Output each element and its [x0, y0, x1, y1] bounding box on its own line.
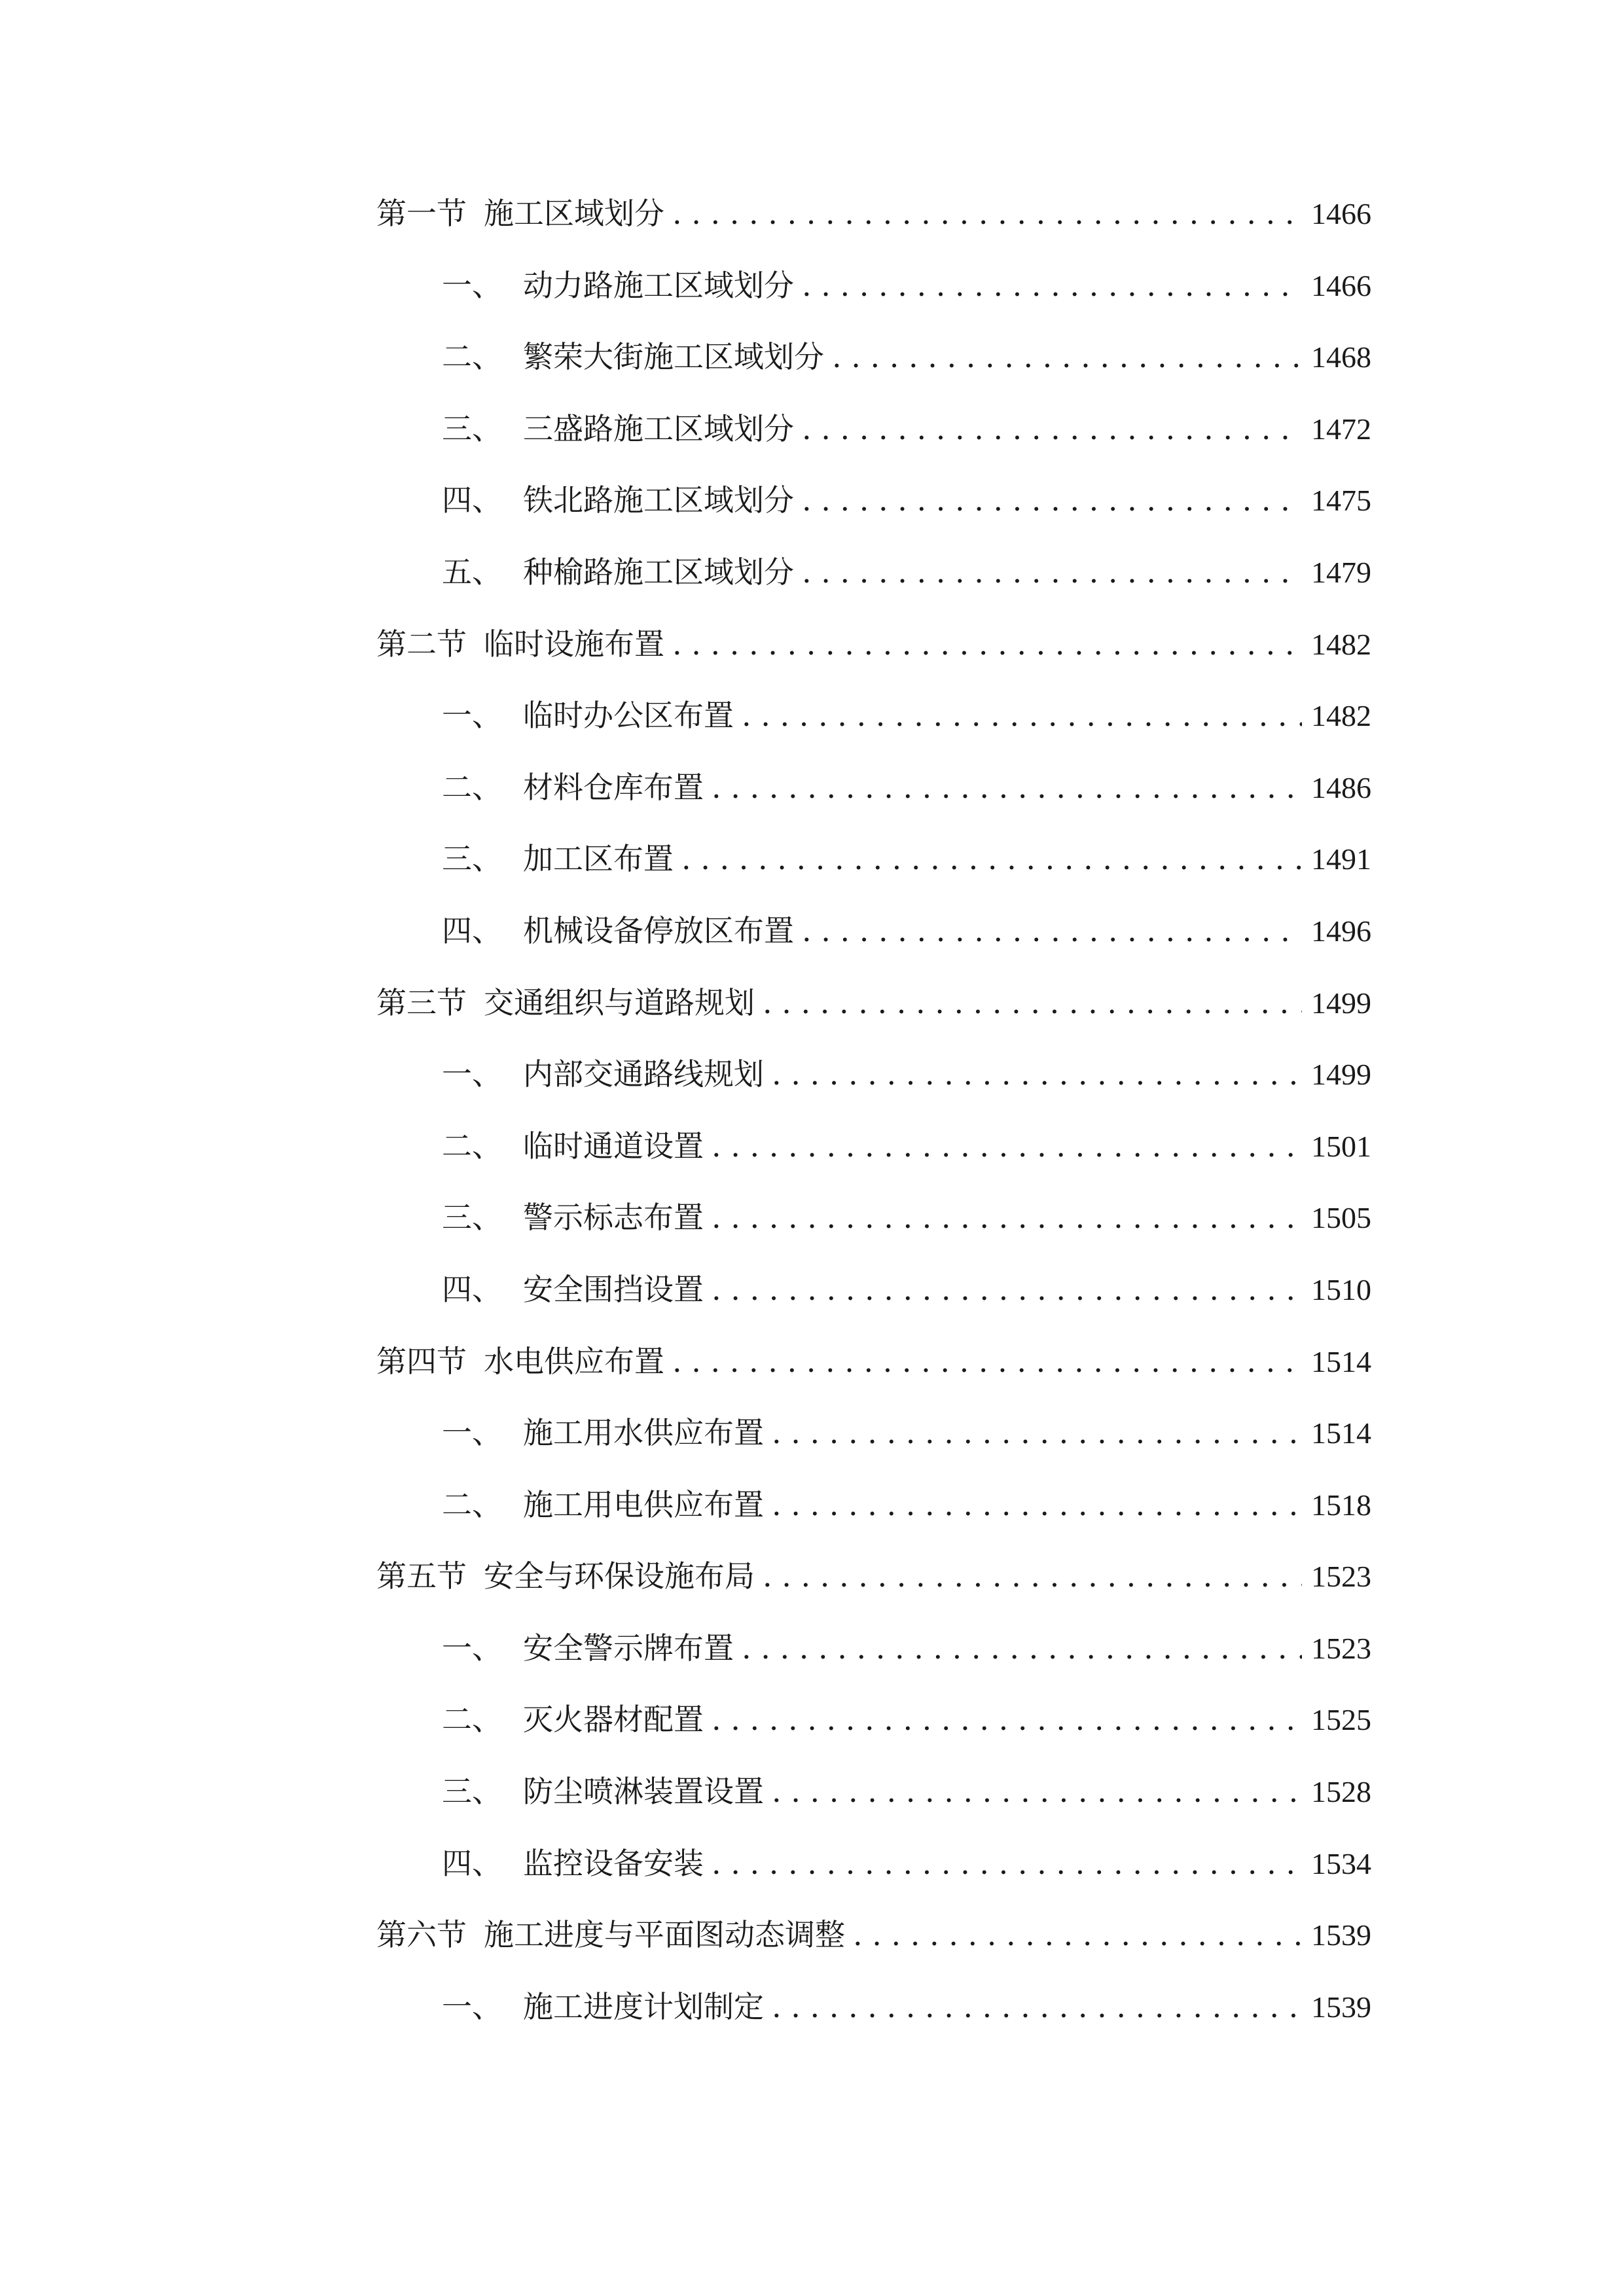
- toc-entry-subsection[interactable]: [376, 1624, 1371, 1696]
- dot-leader: [712, 770, 1302, 805]
- toc-entry-page-number: 1466: [1311, 197, 1371, 230]
- toc-entry-marker: 三、: [442, 1200, 502, 1236]
- toc-entry-title: 繁荣大街施工区域划分: [523, 339, 824, 375]
- toc-entry-page-number: 1523: [1311, 1631, 1371, 1665]
- dot-leader: [712, 1272, 1302, 1307]
- toc-entry-page-number: 1466: [1311, 268, 1371, 302]
- toc-entry-marker: 第一节: [376, 196, 467, 231]
- dot-leader: [681, 841, 1302, 876]
- toc-entry-subsection[interactable]: [376, 333, 1371, 405]
- toc-entry-marker: 一、: [442, 1056, 502, 1092]
- dot-leader: [672, 196, 1302, 231]
- toc-entry-subsection[interactable]: [376, 476, 1371, 548]
- toc-entry-page-number: 1518: [1311, 1488, 1371, 1522]
- toc-entry-marker: 第六节: [376, 1917, 467, 1953]
- toc-entry-marker: 二、: [442, 1486, 502, 1522]
- toc-entry-page-number: 1482: [1311, 627, 1371, 661]
- dot-leader: [802, 482, 1302, 518]
- toc-entry-marker: 一、: [442, 1988, 502, 2024]
- toc-entry-title: 施工用电供应布置: [523, 1486, 764, 1522]
- dot-leader: [672, 626, 1302, 662]
- toc-entry-title: 铁北路施工区域划分: [523, 482, 794, 518]
- toc-entry-marker: 三、: [442, 410, 502, 446]
- toc-entry-page-number: 1499: [1311, 1058, 1371, 1092]
- toc-entry-page-number: 1496: [1311, 914, 1371, 948]
- toc-entry-page-number: 1468: [1311, 340, 1371, 374]
- dot-leader: [712, 1200, 1302, 1235]
- toc-entry-page-number: 1475: [1311, 484, 1371, 518]
- table-of-contents: [376, 190, 1371, 2054]
- dot-leader: [712, 1702, 1302, 1737]
- toc-entry-marker: 四、: [442, 1845, 502, 1881]
- toc-entry-title: 临时设施布置: [484, 626, 664, 662]
- toc-entry-page-number: 1523: [1311, 1560, 1371, 1594]
- dot-leader: [742, 1630, 1302, 1666]
- dot-leader: [672, 1344, 1302, 1379]
- dot-leader: [772, 1056, 1302, 1092]
- toc-entry-section[interactable]: [376, 1338, 1371, 1410]
- toc-entry-marker: 五、: [442, 554, 502, 590]
- toc-entry-section[interactable]: [376, 979, 1371, 1051]
- toc-entry-title: 施工用水供应布置: [523, 1415, 764, 1451]
- toc-entry-title: 机械设备停放区布置: [523, 912, 794, 948]
- toc-entry-page-number: 1491: [1311, 842, 1371, 876]
- toc-entry-title: 安全与环保设施布局: [484, 1558, 755, 1594]
- dot-leader: [712, 1846, 1302, 1881]
- toc-entry-page-number: 1514: [1311, 1416, 1371, 1450]
- toc-entry-marker: 二、: [442, 769, 502, 805]
- toc-entry-marker: 一、: [442, 1415, 502, 1451]
- toc-entry-section[interactable]: [376, 1911, 1371, 1983]
- toc-entry-page-number: 1528: [1311, 1775, 1371, 1809]
- toc-entry-subsection[interactable]: [376, 764, 1371, 836]
- toc-entry-marker: 二、: [442, 1702, 502, 1738]
- toc-entry-title: 施工区域划分: [484, 196, 664, 231]
- toc-entry-marker: 第二节: [376, 626, 467, 662]
- toc-entry-subsection[interactable]: [376, 1983, 1371, 2055]
- toc-entry-page-number: 1499: [1311, 986, 1371, 1020]
- dot-leader: [772, 1989, 1302, 2024]
- toc-entry-marker: 四、: [442, 1271, 502, 1307]
- toc-entry-marker: 第四节: [376, 1343, 467, 1379]
- toc-entry-title: 三盛路施工区域划分: [523, 410, 794, 446]
- toc-entry-title: 安全警示牌布置: [523, 1630, 734, 1666]
- toc-entry-subsection[interactable]: [376, 1050, 1371, 1122]
- toc-entry-title: 水电供应布置: [484, 1343, 664, 1379]
- toc-entry-subsection[interactable]: [376, 1696, 1371, 1768]
- toc-entry-subsection[interactable]: [376, 1266, 1371, 1338]
- toc-entry-page-number: 1482: [1311, 699, 1371, 733]
- toc-entry-page-number: 1479: [1311, 555, 1371, 589]
- toc-entry-title: 灭火器材配置: [523, 1702, 704, 1738]
- toc-entry-subsection[interactable]: [376, 692, 1371, 764]
- toc-entry-subsection[interactable]: [376, 1409, 1371, 1481]
- toc-entry-marker: 一、: [442, 1630, 502, 1666]
- toc-entry-title: 临时通道设置: [523, 1128, 704, 1164]
- toc-entry-subsection[interactable]: [376, 548, 1371, 620]
- dot-leader: [802, 268, 1302, 303]
- toc-entry-page-number: 1539: [1311, 1990, 1371, 2024]
- toc-entry-section[interactable]: [376, 190, 1371, 262]
- dot-leader: [772, 1487, 1302, 1522]
- toc-entry-title: 安全围挡设置: [523, 1271, 704, 1307]
- toc-entry-marker: 第五节: [376, 1558, 467, 1594]
- toc-entry-title: 防尘喷淋装置设置: [523, 1774, 764, 1810]
- toc-entry-page-number: 1472: [1311, 412, 1371, 446]
- toc-entry-marker: 第三节: [376, 984, 467, 1020]
- toc-entry-section[interactable]: [376, 620, 1371, 692]
- toc-entry-subsection[interactable]: [376, 1122, 1371, 1194]
- toc-entry-marker: 二、: [442, 339, 502, 375]
- toc-entry-subsection[interactable]: [376, 835, 1371, 907]
- dot-leader: [763, 1558, 1302, 1594]
- toc-entry-subsection[interactable]: [376, 1481, 1371, 1553]
- toc-entry-marker: 一、: [442, 267, 502, 303]
- toc-entry-title: 临时办公区布置: [523, 698, 734, 734]
- toc-entry-page-number: 1510: [1311, 1272, 1371, 1306]
- toc-entry-page-number: 1534: [1311, 1846, 1371, 1880]
- toc-entry-title: 动力路施工区域划分: [523, 267, 794, 303]
- toc-entry-title: 施工进度与平面图动态调整: [484, 1917, 845, 1953]
- dot-leader: [802, 913, 1302, 948]
- toc-entry-marker: 四、: [442, 912, 502, 948]
- toc-entry-page-number: 1514: [1311, 1344, 1371, 1378]
- toc-entry-title: 交通组织与道路规划: [484, 984, 755, 1020]
- toc-entry-title: 施工进度计划制定: [523, 1988, 764, 2024]
- dot-leader: [772, 1415, 1302, 1450]
- toc-entry-subsection[interactable]: [376, 907, 1371, 979]
- toc-entry-page-number: 1486: [1311, 770, 1371, 804]
- toc-entry-title: 监控设备安装: [523, 1845, 704, 1881]
- toc-entry-marker: 三、: [442, 1774, 502, 1810]
- toc-entry-title: 警示标志布置: [523, 1200, 704, 1236]
- toc-entry-subsection[interactable]: [376, 1840, 1371, 1912]
- toc-entry-page-number: 1539: [1311, 1918, 1371, 1952]
- dot-leader: [742, 698, 1302, 733]
- toc-entry-marker: 二、: [442, 1128, 502, 1164]
- toc-entry-title: 内部交通路线规划: [523, 1056, 764, 1092]
- toc-entry-page-number: 1505: [1311, 1201, 1371, 1235]
- toc-entry-marker: 一、: [442, 698, 502, 734]
- dot-leader: [802, 411, 1302, 446]
- toc-entry-marker: 三、: [442, 841, 502, 877]
- toc-entry-title: 种榆路施工区域划分: [523, 554, 794, 590]
- toc-entry-marker: 四、: [442, 482, 502, 518]
- toc-entry-subsection[interactable]: [376, 405, 1371, 477]
- toc-entry-subsection[interactable]: [376, 1768, 1371, 1840]
- dot-leader: [832, 339, 1302, 374]
- toc-entry-page-number: 1501: [1311, 1129, 1371, 1163]
- toc-entry-subsection[interactable]: [376, 262, 1371, 334]
- dot-leader: [802, 554, 1302, 590]
- toc-entry-page-number: 1525: [1311, 1703, 1371, 1737]
- dot-leader: [712, 1128, 1302, 1164]
- dot-leader: [772, 1774, 1302, 1809]
- toc-entry-subsection[interactable]: [376, 1194, 1371, 1266]
- dot-leader: [763, 985, 1302, 1020]
- toc-entry-title: 材料仓库布置: [523, 769, 704, 805]
- toc-entry-section[interactable]: [376, 1552, 1371, 1624]
- dot-leader: [853, 1917, 1302, 1952]
- toc-entry-title: 加工区布置: [523, 841, 674, 877]
